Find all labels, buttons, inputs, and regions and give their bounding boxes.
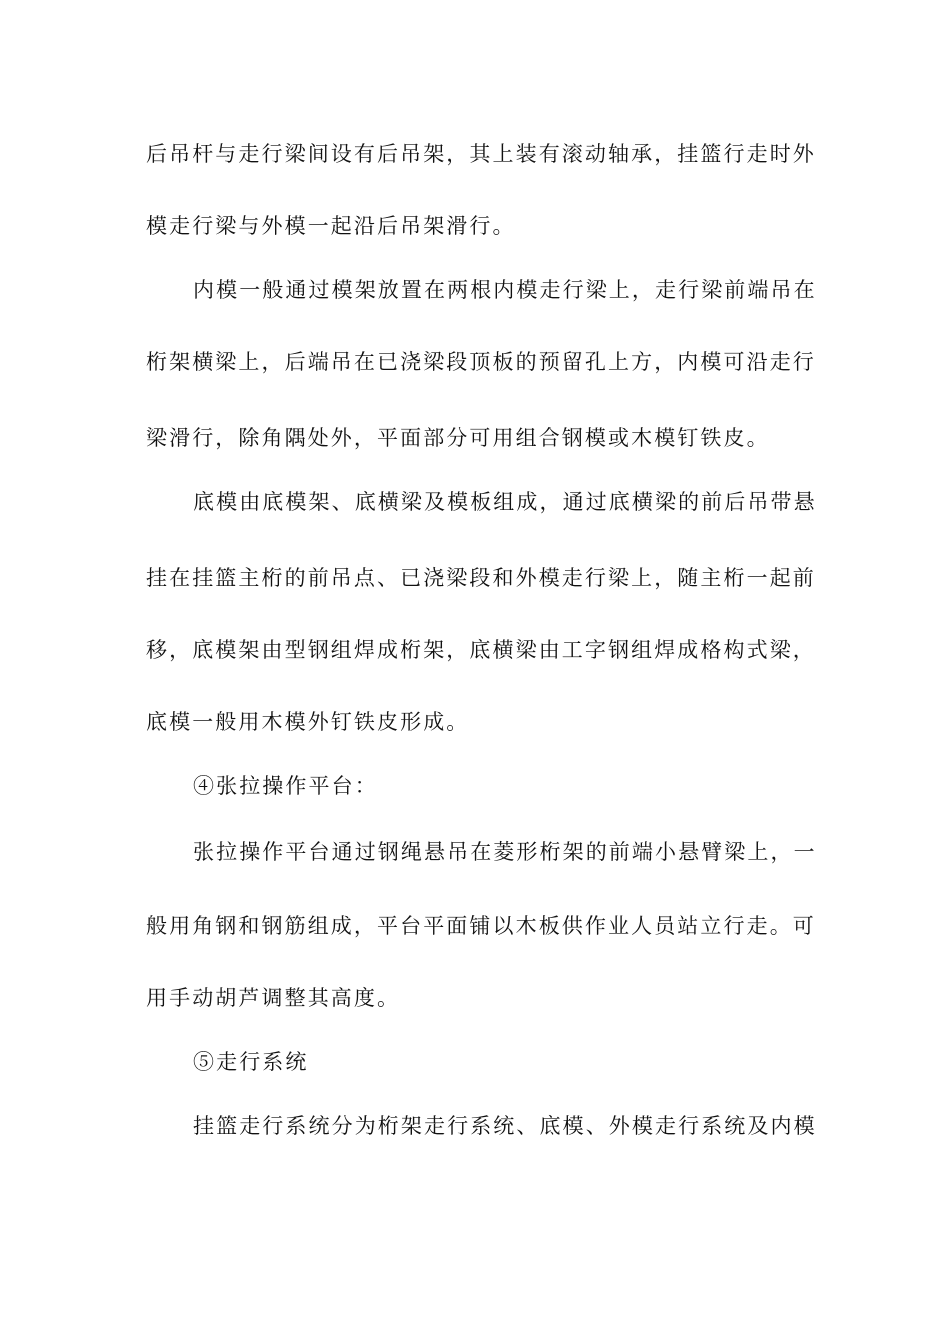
text-line-1: 后吊杆与走行梁间设有后吊架，其上装有滚动轴承，挂篮行走时外 — [146, 142, 816, 166]
text-line-5: 梁滑行，除角隅处外，平面部分可用组合钢模或木模钉铁皮。 — [146, 426, 770, 450]
text-line-3: 内模一般通过模架放置在两根内模走行梁上，走行梁前端吊在 — [193, 278, 817, 302]
text-line-4: 桁架横梁上，后端吊在已浇梁段顶板的预留孔上方，内模可沿走行 — [146, 350, 816, 374]
text-line-6: 底模由底模架、底横梁及模板组成，通过底横梁的前后吊带悬 — [193, 490, 817, 514]
text-line-2: 模走行梁与外模一起沿后吊架滑行。 — [146, 214, 516, 238]
text-line-9: 底模一般用木模外钉铁皮形成。 — [146, 710, 470, 734]
text-line-7: 挂在挂篮主桁的前吊点、已浇梁段和外模走行梁上，随主桁一起前 — [146, 566, 816, 590]
section-heading-5: ⑤走行系统 — [193, 1050, 309, 1074]
section-heading-4: ④张拉操作平台： — [193, 774, 378, 798]
text-line-13: 用手动胡芦调整其高度。 — [146, 986, 401, 1010]
text-line-12: 般用角钢和钢筋组成，平台平面铺以木板供作业人员站立行走。可 — [146, 914, 816, 938]
text-line-15: 挂篮走行系统分为桁架走行系统、底模、外模走行系统及内模 — [193, 1114, 817, 1138]
text-line-8: 移，底模架由型钢组焊成桁架，底横梁由工字钢组焊成格构式梁， — [146, 638, 816, 662]
text-line-11: 张拉操作平台通过钢绳悬吊在菱形桁架的前端小悬臂梁上，一 — [193, 840, 817, 864]
